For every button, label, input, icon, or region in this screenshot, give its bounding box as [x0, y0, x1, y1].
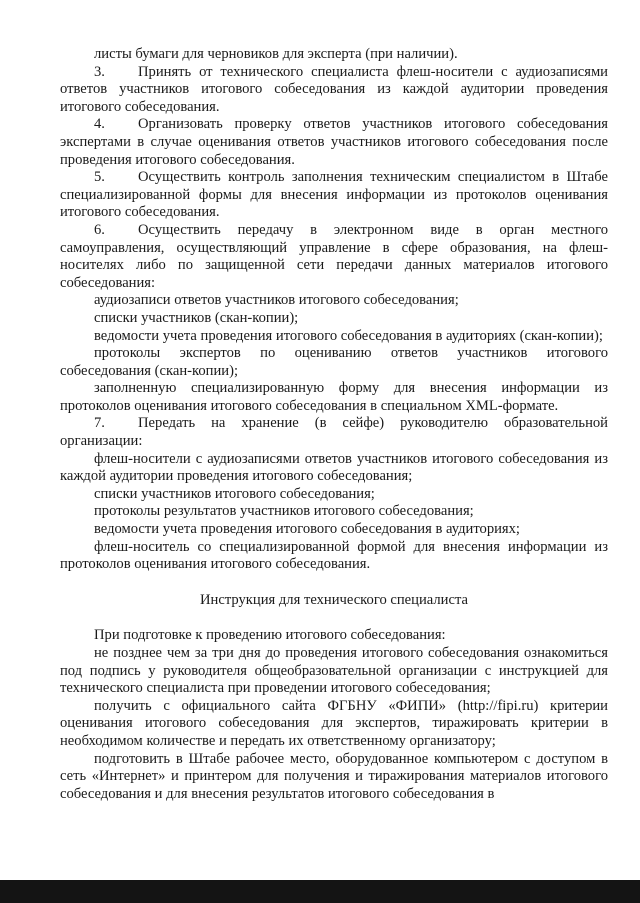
item-number: 5.: [94, 169, 105, 186]
sub-item: ведомости учета проведения итогового собеседования в аудиториях;: [94, 521, 520, 538]
item-number: 6.: [94, 221, 105, 238]
item-number: 3.: [94, 63, 105, 80]
sub-item: флеш-носитель со специализированной формой для внесения информации из протоколов оценивания итогового собеседования.: [60, 538, 608, 573]
item-text: Осуществить передачу в электронном виде в орган местного самоуправления, осуществляющий управление в сфере образования, на флеш-носителях либо по защищенной сети передачи данных материалов итогового собеседования:: [60, 221, 608, 291]
sub-item: протоколы экспертов по оцениванию ответов участников итогового собеседования (скан-копии);: [60, 345, 608, 379]
scan-edge-bar: [0, 880, 640, 903]
list-item-5: [60, 169, 608, 222]
list-item-6: [60, 222, 608, 292]
paragraph-continuation: листы бумаги для черновиков для эксперта (при наличии).: [94, 46, 458, 62]
sub-item: ведомости учета проведения итогового собеседования в аудиториях (скан-копии);: [94, 327, 603, 344]
sub-item: подготовить в Штабе рабочее место, оборудованное компьютером с доступом в сеть «Интернет» и принтером для получения и тиражирования материалов итогового собеседования и для внесения результатов итогового собеседования в: [60, 750, 608, 802]
item-text: Осуществить контроль заполнения техническим специалистом в Штабе специализированной формы для внесения информации из протоколов оценивания итогового собеседования.: [60, 169, 608, 221]
sub-item: списки участников (скан-копии);: [94, 309, 299, 326]
item-text: Организовать проверку ответов участников итогового собеседования экспертами в случае оценивания ответов участников итогового собеседования после проведения итогового собеседования.: [60, 116, 608, 168]
sub-item: не позднее чем за три дня до проведения итогового собеседования ознакомиться под подпись у руководителя общеобразовательной организации с инструкцией для технического специалиста при проведении итогового собеседования;: [60, 645, 608, 697]
sub-item: заполненную специализированную форму для внесения информации из протоколов оценивания итогового собеседования в специальном XML-формате.: [60, 380, 608, 414]
sub-item: списки участников итогового собеседования;: [94, 485, 375, 502]
section-intro: При подготовке к проведению итогового собеседования:: [94, 627, 446, 644]
list-item-4: [60, 116, 608, 169]
item-number: 4.: [94, 116, 105, 133]
item-text: Принять от технического специалиста флеш-носители с аудиозаписями ответов участников итогового собеседования из каждой аудитории проведения итогового собеседования.: [60, 63, 608, 115]
sub-item: флеш-носители с аудиозаписями ответов участников итогового собеседования из каждой аудитории проведения итогового собеседования;: [60, 450, 608, 485]
item-text: Передать на хранение (в сейфе) руководителю образовательной организации:: [60, 415, 608, 450]
list-item-7: [60, 415, 608, 450]
item-number: 7.: [94, 415, 105, 432]
sub-item: протоколы результатов участников итогового собеседования;: [94, 503, 474, 520]
list-item-3: [60, 64, 608, 117]
sub-item: аудиозаписи ответов участников итогового собеседования;: [94, 292, 459, 309]
section-heading: Инструкция для технического специалиста: [200, 591, 468, 608]
sub-item: получить с официального сайта ФГБНУ «ФИПИ» (http://fipi.ru) критерии оценивания итогового собеседования для экспертов, тиражировать критерии в необходимом количестве и передать их ответственному организатору;: [60, 697, 608, 749]
document-page: [60, 46, 608, 803]
